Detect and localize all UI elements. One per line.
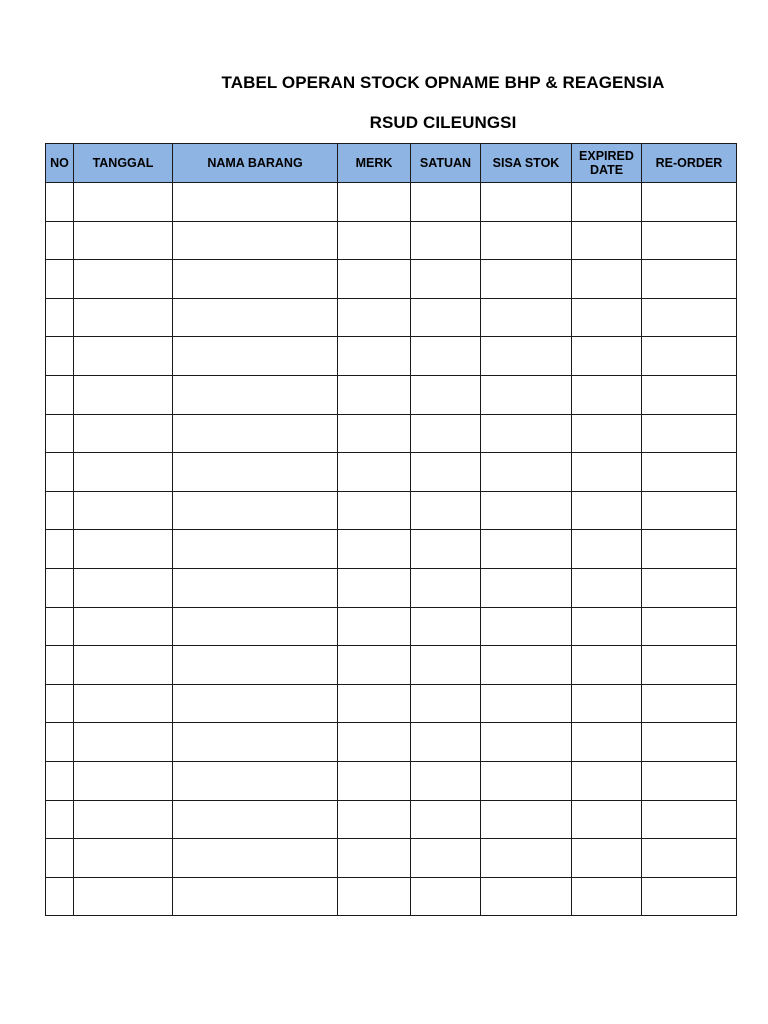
table-row (46, 607, 737, 646)
table-cell-satuan[interactable] (411, 800, 481, 839)
table-cell-nama-barang[interactable] (173, 800, 338, 839)
table-cell-re-order[interactable] (642, 684, 737, 723)
table-cell-sisa-stok[interactable] (481, 530, 572, 569)
table-cell-re-order[interactable] (642, 568, 737, 607)
table-cell-expired-date[interactable] (572, 646, 642, 685)
table-cell-nama-barang[interactable] (173, 298, 338, 337)
table-cell-satuan[interactable] (411, 607, 481, 646)
col-header-no: NO (46, 144, 74, 183)
table-cell-tanggal[interactable] (74, 453, 173, 492)
table-cell-merk[interactable] (338, 337, 411, 376)
col-header-re-order: RE-ORDER (642, 144, 737, 183)
table-cell-expired-date[interactable] (572, 568, 642, 607)
table-row (46, 260, 737, 299)
table-cell-satuan[interactable] (411, 684, 481, 723)
table-cell-satuan[interactable] (411, 491, 481, 530)
table-cell-no[interactable] (46, 298, 74, 337)
table-cell-nama-barang[interactable] (173, 183, 338, 222)
table-cell-nama-barang[interactable] (173, 646, 338, 685)
table-cell-merk[interactable] (338, 375, 411, 414)
table-cell-re-order[interactable] (642, 761, 737, 800)
table-cell-tanggal[interactable] (74, 877, 173, 916)
table-row (46, 375, 737, 414)
table-cell-tanggal[interactable] (74, 530, 173, 569)
table-cell-satuan[interactable] (411, 877, 481, 916)
table-cell-no[interactable] (46, 337, 74, 376)
table-cell-sisa-stok[interactable] (481, 221, 572, 260)
table-cell-nama-barang[interactable] (173, 221, 338, 260)
stock-opname-table (45, 143, 737, 916)
table-cell-re-order[interactable] (642, 453, 737, 492)
table-cell-sisa-stok[interactable] (481, 453, 572, 492)
table-cell-sisa-stok[interactable] (481, 800, 572, 839)
table-cell-re-order[interactable] (642, 337, 737, 376)
table-cell-no[interactable] (46, 723, 74, 762)
table-cell-re-order[interactable] (642, 414, 737, 453)
table-cell-expired-date[interactable] (572, 337, 642, 376)
table-cell-merk[interactable] (338, 684, 411, 723)
table-cell-expired-date[interactable] (572, 530, 642, 569)
table-cell-nama-barang[interactable] (173, 491, 338, 530)
table-row (46, 723, 737, 762)
table-cell-re-order[interactable] (642, 877, 737, 916)
table-cell-sisa-stok[interactable] (481, 568, 572, 607)
table-cell-tanggal[interactable] (74, 414, 173, 453)
table-cell-satuan[interactable] (411, 414, 481, 453)
table-cell-nama-barang[interactable] (173, 337, 338, 376)
table-cell-no[interactable] (46, 414, 74, 453)
table-cell-expired-date[interactable] (572, 761, 642, 800)
table-row (46, 684, 737, 723)
table-cell-sisa-stok[interactable] (481, 414, 572, 453)
table-cell-expired-date[interactable] (572, 260, 642, 299)
table-cell-tanggal[interactable] (74, 221, 173, 260)
table-cell-satuan[interactable] (411, 839, 481, 878)
table-cell-sisa-stok[interactable] (481, 684, 572, 723)
table-cell-merk[interactable] (338, 723, 411, 762)
table-cell-re-order[interactable] (642, 723, 737, 762)
table-cell-nama-barang[interactable] (173, 723, 338, 762)
table-row (46, 568, 737, 607)
table-cell-re-order[interactable] (642, 491, 737, 530)
table-row (46, 183, 737, 222)
table-cell-merk[interactable] (338, 414, 411, 453)
table-cell-sisa-stok[interactable] (481, 183, 572, 222)
table-cell-sisa-stok[interactable] (481, 839, 572, 878)
table-cell-satuan[interactable] (411, 568, 481, 607)
col-header-tanggal: TANGGAL (74, 144, 173, 183)
document-subtitle: RSUD CILEUNGSI (369, 113, 517, 132)
table-cell-no[interactable] (46, 684, 74, 723)
table-cell-no[interactable] (46, 877, 74, 916)
table-cell-tanggal[interactable] (74, 800, 173, 839)
table-cell-expired-date[interactable] (572, 453, 642, 492)
table-cell-sisa-stok[interactable] (481, 491, 572, 530)
table-cell-expired-date[interactable] (572, 298, 642, 337)
table-cell-merk[interactable] (338, 877, 411, 916)
table-cell-expired-date[interactable] (572, 491, 642, 530)
table-cell-no[interactable] (46, 491, 74, 530)
table-cell-satuan[interactable] (411, 221, 481, 260)
table-cell-merk[interactable] (338, 491, 411, 530)
table-cell-expired-date[interactable] (572, 183, 642, 222)
table-cell-tanggal[interactable] (74, 568, 173, 607)
table-cell-merk[interactable] (338, 530, 411, 569)
table-row (46, 839, 737, 878)
table-cell-sisa-stok[interactable] (481, 260, 572, 299)
table-cell-merk[interactable] (338, 800, 411, 839)
table-cell-sisa-stok[interactable] (481, 298, 572, 337)
table-row (46, 800, 737, 839)
table-cell-expired-date[interactable] (572, 607, 642, 646)
table-cell-tanggal[interactable] (74, 761, 173, 800)
col-header-nama-barang: NAMA BARANG (173, 144, 338, 183)
table-cell-merk[interactable] (338, 646, 411, 685)
table-row (46, 646, 737, 685)
table-cell-sisa-stok[interactable] (481, 337, 572, 376)
table-cell-tanggal[interactable] (74, 723, 173, 762)
table-cell-satuan[interactable] (411, 375, 481, 414)
table-cell-re-order[interactable] (642, 260, 737, 299)
table-row (46, 877, 737, 916)
table-cell-tanggal[interactable] (74, 298, 173, 337)
table-cell-tanggal[interactable] (74, 491, 173, 530)
table-cell-merk[interactable] (338, 568, 411, 607)
table-cell-sisa-stok[interactable] (481, 761, 572, 800)
table-cell-satuan[interactable] (411, 337, 481, 376)
table-cell-merk[interactable] (338, 453, 411, 492)
table-row (46, 761, 737, 800)
table-row (46, 530, 737, 569)
table-cell-nama-barang[interactable] (173, 453, 338, 492)
table-cell-nama-barang[interactable] (173, 260, 338, 299)
table-cell-expired-date[interactable] (572, 723, 642, 762)
table-cell-nama-barang[interactable] (173, 530, 338, 569)
table-cell-merk[interactable] (338, 607, 411, 646)
table-cell-no[interactable] (46, 221, 74, 260)
table-cell-expired-date[interactable] (572, 877, 642, 916)
table-cell-no[interactable] (46, 453, 74, 492)
table-cell-expired-date[interactable] (572, 414, 642, 453)
table-cell-re-order[interactable] (642, 221, 737, 260)
table-cell-expired-date[interactable] (572, 800, 642, 839)
table-row (46, 453, 737, 492)
table-row (46, 298, 737, 337)
table-cell-merk[interactable] (338, 183, 411, 222)
table-cell-merk[interactable] (338, 221, 411, 260)
table-cell-tanggal[interactable] (74, 839, 173, 878)
table-row (46, 491, 737, 530)
table-cell-merk[interactable] (338, 260, 411, 299)
table-header-row (46, 144, 737, 183)
table-cell-sisa-stok[interactable] (481, 877, 572, 916)
table-cell-merk[interactable] (338, 298, 411, 337)
table-cell-sisa-stok[interactable] (481, 723, 572, 762)
table-cell-re-order[interactable] (642, 646, 737, 685)
table-cell-sisa-stok[interactable] (481, 607, 572, 646)
table-cell-no[interactable] (46, 646, 74, 685)
table-cell-nama-barang[interactable] (173, 607, 338, 646)
table-cell-sisa-stok[interactable] (481, 646, 572, 685)
table-cell-merk[interactable] (338, 761, 411, 800)
table-cell-re-order[interactable] (642, 607, 737, 646)
table-cell-no[interactable] (46, 607, 74, 646)
table-cell-tanggal[interactable] (74, 646, 173, 685)
table-row (46, 414, 737, 453)
table-cell-satuan[interactable] (411, 260, 481, 299)
col-header-merk: MERK (338, 144, 411, 183)
table-cell-satuan[interactable] (411, 761, 481, 800)
col-header-expired-line2: DATE (589, 163, 624, 177)
table-body (46, 183, 737, 916)
col-header-sisa-stok: SISA STOK (481, 144, 572, 183)
table-cell-no[interactable] (46, 568, 74, 607)
table-cell-tanggal[interactable] (74, 375, 173, 414)
table-cell-tanggal[interactable] (74, 260, 173, 299)
table-cell-expired-date[interactable] (572, 375, 642, 414)
table-cell-no[interactable] (46, 183, 74, 222)
table-cell-tanggal[interactable] (74, 183, 173, 222)
table-cell-nama-barang[interactable] (173, 414, 338, 453)
table-cell-satuan[interactable] (411, 723, 481, 762)
table-cell-satuan[interactable] (411, 453, 481, 492)
table-cell-tanggal[interactable] (74, 684, 173, 723)
table-cell-expired-date[interactable] (572, 221, 642, 260)
table-cell-no[interactable] (46, 839, 74, 878)
table-cell-satuan[interactable] (411, 298, 481, 337)
table-cell-no[interactable] (46, 375, 74, 414)
table-cell-nama-barang[interactable] (173, 761, 338, 800)
table-cell-re-order[interactable] (642, 800, 737, 839)
table-cell-re-order[interactable] (642, 298, 737, 337)
table-cell-no[interactable] (46, 260, 74, 299)
table-cell-nama-barang[interactable] (173, 839, 338, 878)
document-title: TABEL OPERAN STOCK OPNAME BHP & REAGENSIA (221, 73, 665, 92)
table-cell-no[interactable] (46, 800, 74, 839)
table-cell-nama-barang[interactable] (173, 375, 338, 414)
table-row (46, 337, 737, 376)
table-cell-nama-barang[interactable] (173, 684, 338, 723)
table-cell-nama-barang[interactable] (173, 568, 338, 607)
table-cell-sisa-stok[interactable] (481, 375, 572, 414)
table-cell-no[interactable] (46, 530, 74, 569)
table-cell-tanggal[interactable] (74, 607, 173, 646)
table-cell-re-order[interactable] (642, 530, 737, 569)
table-cell-expired-date[interactable] (572, 839, 642, 878)
table-cell-satuan[interactable] (411, 183, 481, 222)
col-header-expired-date (572, 144, 642, 183)
table-cell-nama-barang[interactable] (173, 877, 338, 916)
table-cell-re-order[interactable] (642, 183, 737, 222)
table-cell-merk[interactable] (338, 839, 411, 878)
col-header-expired-line1: EXPIRED (579, 149, 634, 163)
col-header-satuan: SATUAN (411, 144, 481, 183)
table-cell-re-order[interactable] (642, 839, 737, 878)
table-row (46, 221, 737, 260)
table-cell-re-order[interactable] (642, 375, 737, 414)
table-cell-no[interactable] (46, 761, 74, 800)
table-cell-expired-date[interactable] (572, 684, 642, 723)
table-cell-satuan[interactable] (411, 646, 481, 685)
table-cell-satuan[interactable] (411, 530, 481, 569)
table-cell-tanggal[interactable] (74, 337, 173, 376)
